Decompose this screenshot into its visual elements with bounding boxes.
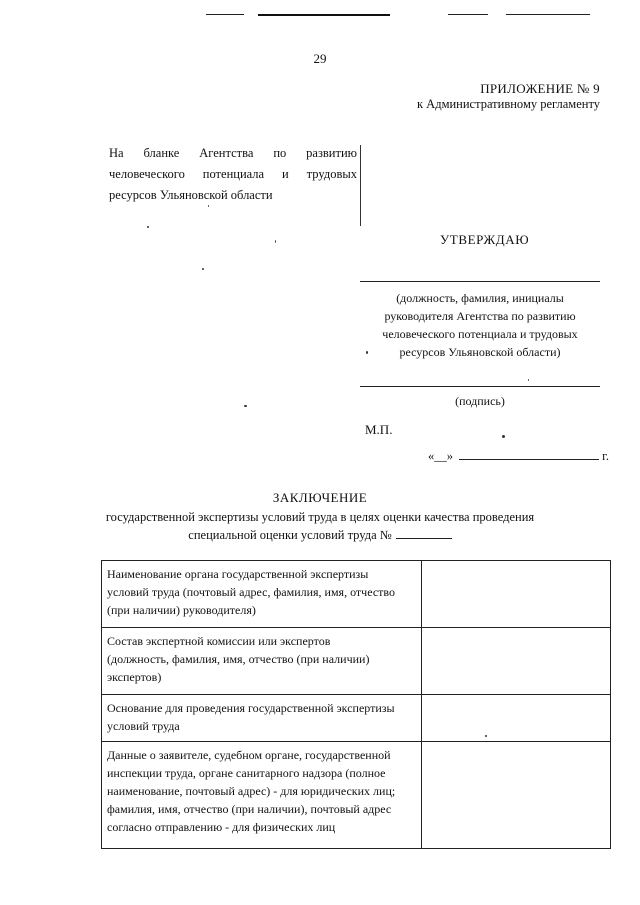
table-cell-line: инспекции труда, органе санитарного надзора (полное: [107, 766, 386, 780]
approval-heading: УТВЕРЖДАЮ: [440, 232, 530, 247]
appendix-title: ПРИЛОЖЕНИЕ № 9: [480, 81, 600, 96]
date-day: «__»: [428, 449, 453, 463]
scan-speck: [528, 379, 529, 381]
scan-artifact-line: [448, 14, 488, 15]
table-cell-value[interactable]: [422, 742, 611, 849]
approver-caption-line: руководителя Агентства по развитию: [384, 309, 576, 323]
scan-speck: [208, 205, 209, 207]
scan-artifact-line: [506, 14, 590, 15]
scan-speck: [502, 435, 505, 438]
scan-speck: [275, 240, 276, 243]
stamp-place: М.П.: [365, 422, 393, 437]
table-cell-line: Наименование органа государственной экспертизы: [107, 567, 369, 581]
table-cell-label: [102, 628, 422, 695]
approver-position-line: [360, 281, 600, 282]
table-cell-line: (должность, фамилия, имя, отчество (при наличии): [107, 652, 370, 666]
scan-speck: [485, 735, 487, 737]
signature-caption: (подпись): [455, 394, 505, 408]
date-field: [428, 449, 609, 464]
scan-speck: [366, 351, 368, 354]
approver-caption-line: человеческого потенциала и трудовых: [382, 327, 578, 341]
table-cell-value[interactable]: [422, 561, 611, 628]
letterhead-note-line: человеческого потенциала и трудовых: [109, 167, 357, 181]
conclusion-title: ЗАКЛЮЧЕНИЕ: [272, 490, 368, 505]
table-cell-line: фамилия, имя, отчество (при наличии), почтовый адрес: [107, 802, 392, 816]
letterhead-note-line: На бланке Агентства по развитию: [109, 146, 357, 160]
conclusion-number-label: специальной оценки условий труда №: [188, 528, 392, 542]
letterhead-note-line: ресурсов Ульяновской области: [109, 188, 273, 202]
approver-caption-line: (должность, фамилия, инициалы: [396, 291, 564, 305]
conclusion-number-blank: [396, 529, 452, 539]
scan-speck: [147, 226, 149, 228]
table-cell-line: (при наличии) руководителя): [107, 603, 256, 617]
scan-speck: [202, 268, 204, 270]
conclusion-subtitle-line: [0, 526, 640, 544]
table-cell-line: согласно отправлению - для физических лиц: [107, 820, 336, 834]
table-cell-label: [102, 561, 422, 628]
table-cell-line: Основание для проведения государственной экспертизы: [107, 701, 395, 715]
signature-line: [360, 386, 600, 387]
appendix-subtitle: к Административному регламенту: [416, 97, 600, 111]
table-cell-label: [102, 695, 422, 742]
table-row: [102, 628, 611, 695]
table-row: [102, 742, 611, 849]
table-cell-line: экспертов): [107, 670, 162, 684]
table-cell-line: условий труда: [107, 719, 180, 733]
table-cell-label: [102, 742, 422, 849]
letterhead-note: [109, 143, 357, 206]
letterhead-divider: [360, 145, 361, 226]
conclusion-subtitle-line: государственной экспертизы условий труда в целях оценки качества проведения: [105, 510, 535, 524]
table-cell-line: Данные о заявителе, судебном органе, государственной: [107, 748, 391, 762]
scan-speck: [244, 405, 247, 407]
table-cell-line: наименование, почтовый адрес) - для юридических лиц;: [107, 784, 396, 798]
conclusion-table: [101, 560, 611, 849]
table-cell-line: Состав экспертной комиссии или экспертов: [107, 634, 331, 648]
approver-caption: [360, 289, 600, 361]
table-cell-line: условий труда (почтовый адрес, фамилия, имя, отчество: [107, 585, 395, 599]
date-month-blank: [459, 450, 599, 460]
scan-artifact-line: [206, 14, 244, 15]
table-row: [102, 695, 611, 742]
page-number: 29: [313, 51, 327, 66]
approver-caption-line: ресурсов Ульяновской области): [399, 345, 561, 359]
table-cell-value[interactable]: [422, 695, 611, 742]
conclusion-subtitle: [0, 508, 640, 544]
table-row: [102, 561, 611, 628]
date-year-suffix: г.: [602, 449, 609, 463]
table-cell-value[interactable]: [422, 628, 611, 695]
scan-artifact-line: [258, 14, 390, 16]
